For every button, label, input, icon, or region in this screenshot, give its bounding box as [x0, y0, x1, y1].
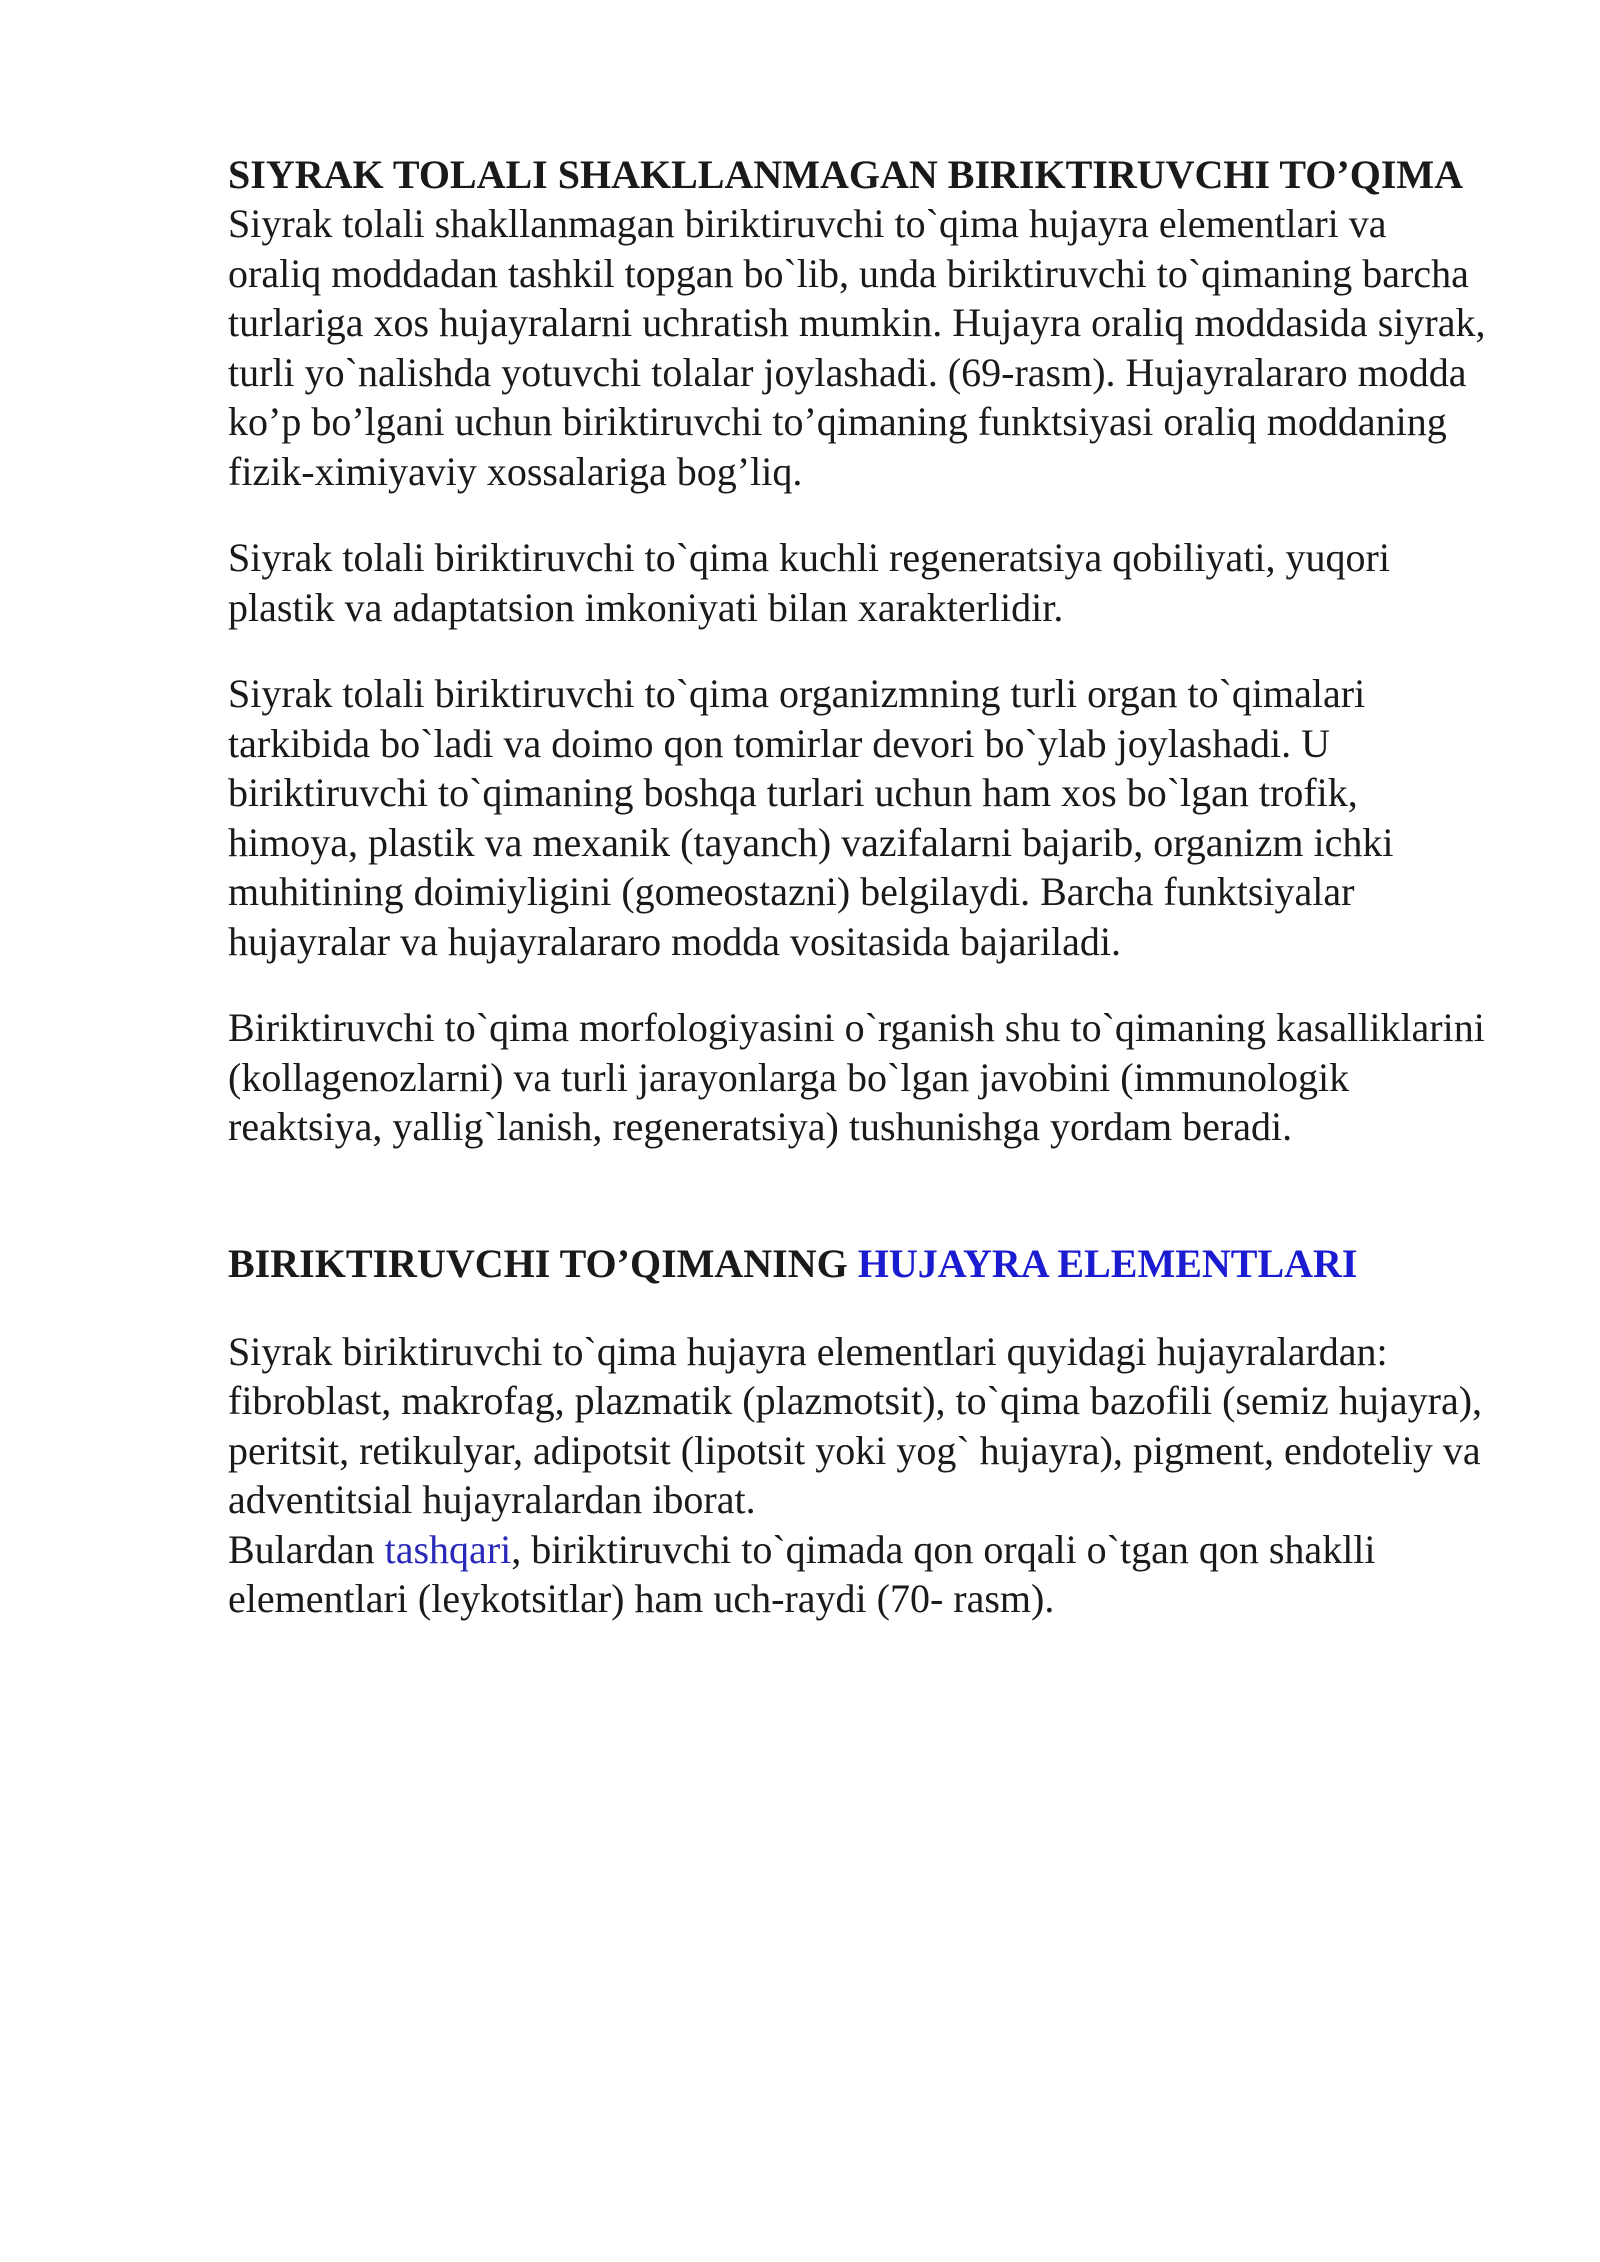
section-title-cell-elements [228, 1239, 1488, 1288]
paragraph-spacer [228, 496, 1488, 533]
cell-elements-link[interactable]: HUJAYRA ELEMENTLARI [857, 1240, 1358, 1286]
paragraph-functions: Siyrak tolali biriktiruvchi to`qima organizmning turli organ to`qimalari tarkibida bo`ladi va doimo qon tomirlar devori bo`ylab joylashadi. U biriktiruvchi to`qimaning boshqa turlari uchun ham xos bo`lgan trofik, himoya, plastik va mexanik (tayanch) vazifalarni bajarib, organizm ichki muhitining doimiyligini (gomeostazni) belgilaydi. Barcha funktsiyalar hujayralar va hujayralararo modda vositasida bajariladi. [228, 671, 1394, 964]
paragraph-spacer [228, 966, 1488, 1003]
paragraph-spacer [228, 1288, 1488, 1327]
section-title-plain: BIRIKTIRUVCHI TO’QIMANING [228, 1240, 858, 1286]
paragraph-cell-types: Siyrak biriktiruvchi to`qima hujayra elementlari quyidagi hujayralardan: fibroblast, makrofag, plazmatik (plazmotsit), to`qima bazofili (semiz hujayra), peritsit, retikulyar, adipotsit (lipotsit yoki yog` hujayra), pigment, endoteliy va adventitsial hujayralardan iborat. [228, 1328, 1483, 1522]
paragraph-morphology: Biriktiruvchi to`qima morfologiyasini o`rganish shu to`qimaning kasalliklarini (kollagenozlarni) va turli jarayonlarga bo`lgan javobini (immunologik reaktsiya, yallig`lanish, regeneratsiya) tushunishga yordam beradi. [228, 1005, 1485, 1149]
paragraph-regeneration: Siyrak tolali biriktiruvchi to`qima kuchli regeneratsiya qobiliyati, yuqori plastik va adaptatsion imkoniyati bilan xarakterlidir. [228, 535, 1390, 630]
blood-elements-rest: , biriktiruvchi to`qimada qon orqali o`tgan qon shaklli elementlari (leykotsitlar) ham uch-raydi (70- rasm). [228, 1526, 1376, 1621]
paragraph-intro: Siyrak tolali shakllanmagan biriktiruvchi to`qima hujayra elementlari va oraliq moddadan tashkil topgan bo`lib, unda biriktiruvchi to`qimaning barcha turlariga xos hujayralarni uchratish mumkin. Hujayra oraliq moddasida siyrak, turli yo`nalishda yotuvchi tolalar joylashadi. (69-rasm). Hujayralararo modda ko’p bo’lgani uchun biriktiruvchi to’qimaning funktsiyasi oraliq moddaning fizik-ximiyaviy xossalariga bog’liq. [228, 201, 1486, 494]
section-spacer [228, 1152, 1488, 1239]
paragraph-blood-elements [228, 1525, 1488, 1624]
tashqari-link[interactable]: tashqari [384, 1526, 512, 1572]
paragraph-spacer [228, 632, 1488, 669]
blood-elements-lead: Bulardan [228, 1526, 385, 1572]
section-title-loose-connective-tissue: SIYRAK TOLALI SHAKLLANMAGAN BIRIKTIRUVCHI TO’QIMA [228, 152, 1464, 197]
document-page [228, 150, 1488, 1624]
